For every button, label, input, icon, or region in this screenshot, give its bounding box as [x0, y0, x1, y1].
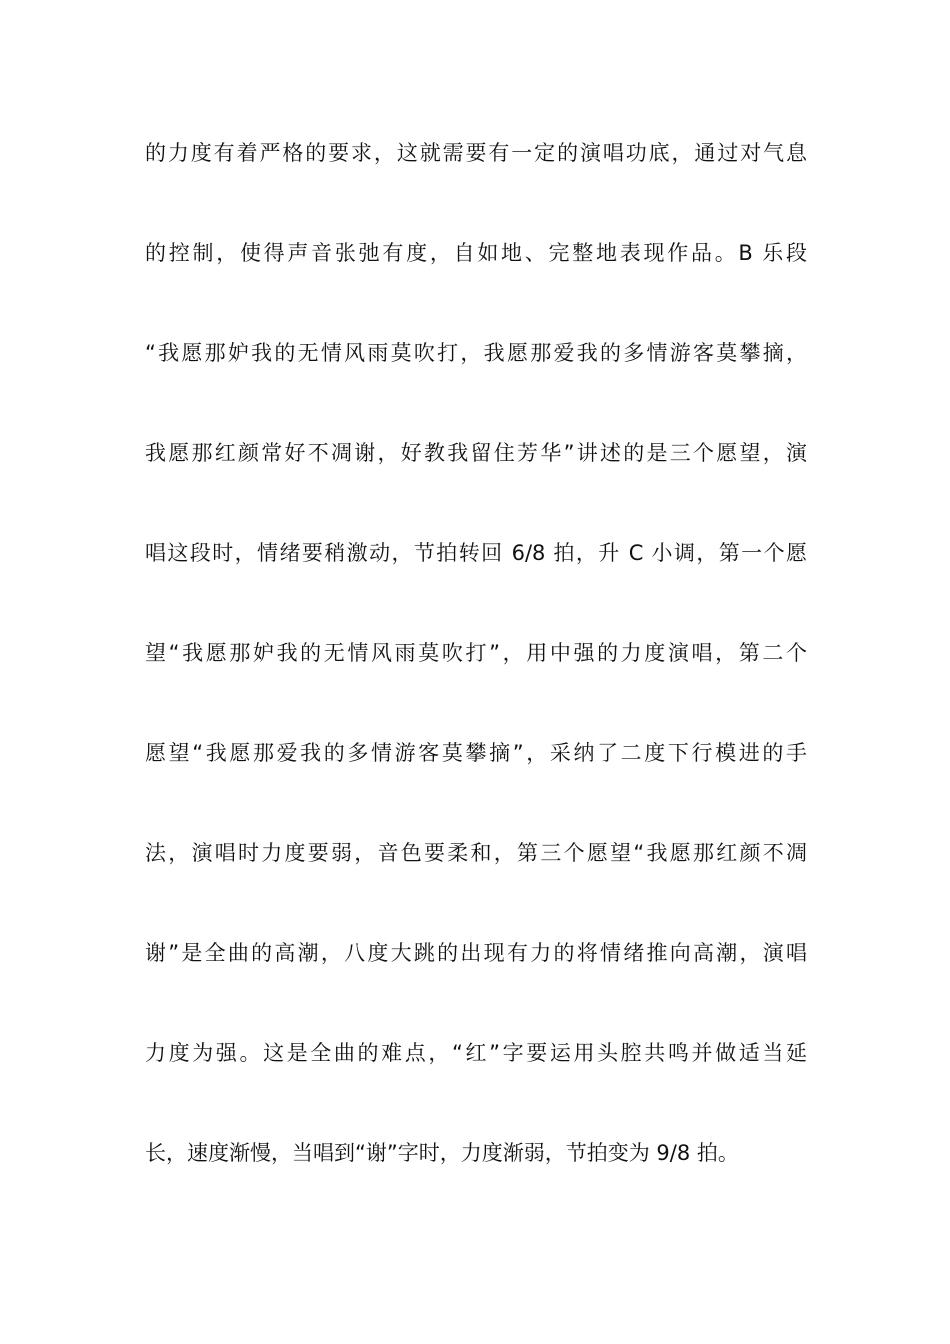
- text-line: 唱这段时，情绪要稍激动，节拍转回 6/8 拍，升 C 小调，第一个愿: [145, 541, 807, 565]
- text-line: 长，速度渐慢，当唱到“谢”字时，力度渐弱，节拍变为 9/8 拍。: [145, 1141, 739, 1165]
- text-line: 法，演唱时力度要弱，音色要柔和，第三个愿望“我愿那红颜不凋: [145, 841, 807, 865]
- text-line: 望“我愿那妒我的无情风雨莫吹打”，用中强的力度演唱，第二个: [145, 641, 807, 665]
- text-line: 我愿那红颜常好不凋谢，好教我留住芳华”讲述的是三个愿望，演: [145, 441, 807, 465]
- text-line: 的控制，使得声音张弛有度，自如地、完整地表现作品。B 乐段: [145, 241, 807, 265]
- text-line: “我愿那妒我的无情风雨莫吹打，我愿那爱我的多情游客莫攀摘，: [145, 341, 807, 365]
- text-line: 愿望“我愿那爱我的多情游客莫攀摘”，采纳了二度下行模进的手: [145, 741, 807, 765]
- text-line: 谢”是全曲的高潮，八度大跳的出现有力的将情绪推向高潮，演唱: [145, 941, 807, 965]
- text-line: 的力度有着严格的要求，这就需要有一定的演唱功底，通过对气息: [145, 141, 807, 165]
- text-line: 力度为强。这是全曲的难点，“红”字要运用头腔共鸣并做适当延: [145, 1041, 807, 1065]
- body-paragraph: [145, 128, 807, 1228]
